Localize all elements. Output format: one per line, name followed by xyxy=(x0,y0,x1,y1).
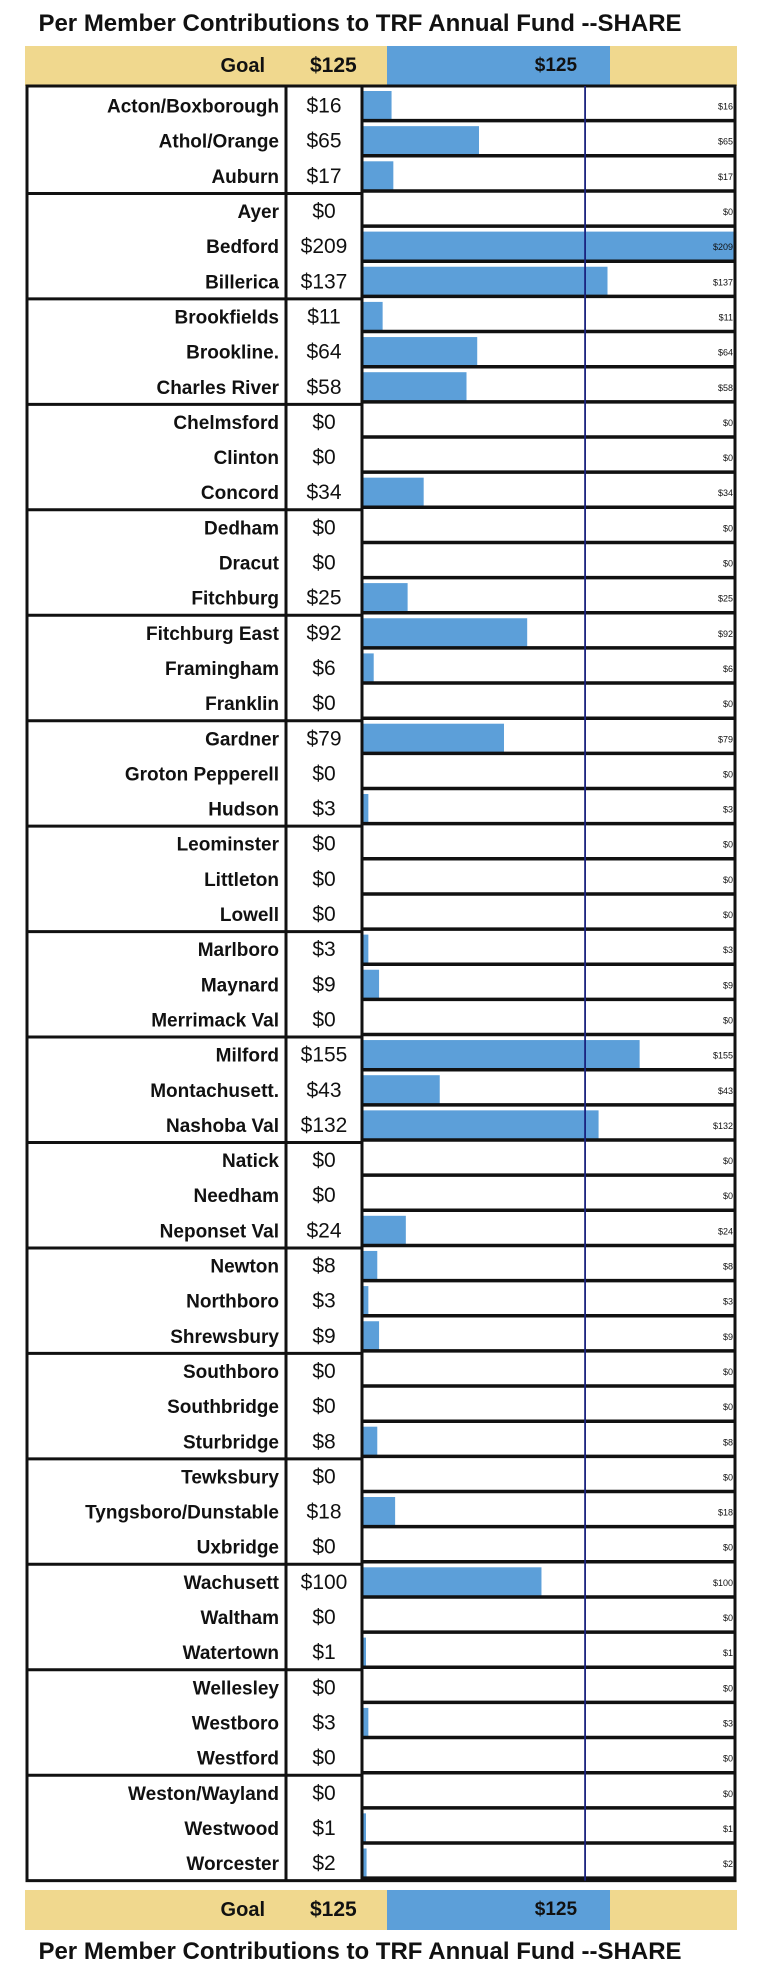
bar-end-label: $0 xyxy=(722,523,733,534)
value-label: $3 xyxy=(312,1289,336,1313)
value-label: $34 xyxy=(306,481,342,505)
bar xyxy=(363,583,408,612)
bar-end-label: $155 xyxy=(712,1050,733,1061)
bar-end-label: $3 xyxy=(722,1718,733,1729)
bar-end-label: $0 xyxy=(722,910,733,921)
value-label: $0 xyxy=(312,1149,336,1173)
category-label: Dracut xyxy=(218,553,279,575)
value-label: $3 xyxy=(312,938,336,962)
category-label: Westford xyxy=(197,1748,279,1770)
bar xyxy=(363,337,477,366)
category-label: Weston/Wayland xyxy=(128,1783,279,1805)
category-label: Hudson xyxy=(208,799,279,821)
value-label: $0 xyxy=(312,832,336,856)
bar-end-label: $8 xyxy=(722,1437,733,1448)
category-label: Worcester xyxy=(186,1854,279,1876)
value-label: $16 xyxy=(306,94,342,118)
bar-end-label: $0 xyxy=(722,1402,733,1413)
category-label: Watertown xyxy=(182,1643,279,1665)
category-label: Chelmsford xyxy=(173,412,279,434)
category-label: Franklin xyxy=(205,694,279,716)
value-label: $65 xyxy=(306,129,342,153)
bar-end-label: $0 xyxy=(722,1753,733,1764)
bar-end-label: $92 xyxy=(717,628,733,639)
value-label: $25 xyxy=(306,586,342,610)
value-label: $43 xyxy=(306,1078,342,1102)
category-label: Tewksbury xyxy=(181,1467,279,1489)
value-label: $0 xyxy=(312,1781,336,1805)
bar-end-label: $0 xyxy=(722,1788,733,1799)
bar-end-label: $0 xyxy=(722,453,733,464)
value-label: $92 xyxy=(306,621,342,645)
goal-bar-value: $125 xyxy=(534,1899,578,1920)
bar xyxy=(363,1708,368,1737)
category-label: Brookfields xyxy=(174,307,279,329)
category-label: Fitchburg xyxy=(191,588,279,610)
category-label: Framingham xyxy=(164,658,279,680)
value-label: $0 xyxy=(312,1676,336,1700)
value-label: $0 xyxy=(312,903,336,927)
value-label: $64 xyxy=(306,340,342,364)
value-label: $0 xyxy=(312,1184,336,1208)
value-label: $18 xyxy=(306,1500,342,1524)
value-label: $0 xyxy=(312,867,336,891)
bar-end-label: $79 xyxy=(717,734,733,745)
goal-bar-value: $125 xyxy=(534,55,578,76)
bar xyxy=(363,618,527,647)
category-label: Fitchburg East xyxy=(145,623,279,645)
bar xyxy=(363,91,392,120)
bar-end-label: $0 xyxy=(722,558,733,569)
value-label: $100 xyxy=(300,1570,348,1594)
value-label: $9 xyxy=(312,1324,336,1348)
value-label: $58 xyxy=(306,375,342,399)
category-label: Maynard xyxy=(200,975,279,997)
category-label: Newton xyxy=(210,1256,279,1278)
goal-value: $125 xyxy=(310,54,357,77)
value-label: $0 xyxy=(312,410,336,434)
value-label: $0 xyxy=(312,1465,336,1489)
bar-end-label: $34 xyxy=(717,488,733,499)
bar xyxy=(363,1216,406,1245)
bar-end-label: $6 xyxy=(722,663,733,674)
bar-end-label: $0 xyxy=(722,1015,733,1026)
value-label: $132 xyxy=(300,1113,348,1137)
bar-end-label: $132 xyxy=(712,1120,733,1131)
category-label: Southboro xyxy=(182,1361,279,1383)
bar xyxy=(363,302,383,331)
category-label: Wachusett xyxy=(183,1572,279,1594)
category-label: Lowell xyxy=(219,905,279,927)
bar-end-label: $0 xyxy=(722,839,733,850)
bar-end-label: $137 xyxy=(712,277,733,288)
category-label: Littleton xyxy=(204,869,279,891)
bar-end-label: $0 xyxy=(722,1156,733,1167)
category-label: Bedford xyxy=(206,237,279,259)
value-label: $24 xyxy=(306,1219,342,1243)
bar-end-label: $43 xyxy=(717,1085,733,1096)
value-label: $0 xyxy=(312,1359,336,1383)
bar xyxy=(363,126,479,155)
bar-end-label: $0 xyxy=(722,207,733,218)
category-label: Waltham xyxy=(200,1608,279,1630)
category-label: Ayer xyxy=(237,202,279,224)
category-label: Natick xyxy=(221,1151,279,1173)
category-label: Southbridge xyxy=(167,1397,279,1419)
bar xyxy=(363,724,504,753)
bar xyxy=(363,1075,440,1104)
category-label: Shrewsbury xyxy=(170,1326,279,1348)
bar-end-label: $2 xyxy=(722,1859,733,1870)
value-label: $9 xyxy=(312,973,336,997)
bar-end-label: $1 xyxy=(722,1648,733,1659)
bar-end-label: $0 xyxy=(722,1191,733,1202)
value-label: $6 xyxy=(312,656,336,680)
value-label: $0 xyxy=(312,762,336,786)
value-label: $3 xyxy=(312,797,336,821)
bar-end-label: $65 xyxy=(717,136,733,147)
page-title-bottom: Per Member Contributions to TRF Annual Fund --SHARE xyxy=(38,1938,682,1965)
value-label: $0 xyxy=(312,1535,336,1559)
value-label: $11 xyxy=(307,305,341,329)
bar-end-label: $11 xyxy=(718,312,733,323)
bar-end-label: $0 xyxy=(722,417,733,428)
page-title: Per Member Contributions to TRF Annual Fund --SHARE xyxy=(38,10,682,37)
category-label: Westboro xyxy=(191,1713,279,1735)
bar-end-label: $0 xyxy=(722,1366,733,1377)
category-label: Needham xyxy=(193,1186,279,1208)
bar-end-label: $3 xyxy=(722,804,733,815)
goal-label: Goal xyxy=(220,55,265,77)
bar-end-label: $0 xyxy=(722,1613,733,1624)
value-label: $17 xyxy=(306,164,342,188)
bar-end-label: $58 xyxy=(717,382,733,393)
bar-end-label: $0 xyxy=(722,1683,733,1694)
category-label: Marlboro xyxy=(197,940,279,962)
bar-end-label: $8 xyxy=(722,1261,733,1272)
bar-end-label: $25 xyxy=(717,593,733,604)
value-label: $0 xyxy=(312,1395,336,1419)
bar xyxy=(363,1849,367,1878)
value-label: $209 xyxy=(300,235,348,259)
value-label: $0 xyxy=(312,692,336,716)
value-label: $0 xyxy=(312,1606,336,1630)
category-label: Auburn xyxy=(211,166,279,188)
bar-end-label: $0 xyxy=(722,1542,733,1553)
bar xyxy=(363,372,467,401)
bar-end-label: $17 xyxy=(717,171,733,182)
bar-end-label: $100 xyxy=(712,1577,733,1588)
bar-end-label: $0 xyxy=(722,699,733,710)
category-label: Billerica xyxy=(205,272,279,294)
bar xyxy=(363,1040,640,1069)
bar xyxy=(363,267,608,296)
goal-value: $125 xyxy=(310,1898,357,1921)
bar xyxy=(363,794,368,823)
bar xyxy=(363,970,379,999)
goal-label: Goal xyxy=(220,1899,265,1921)
value-label: $79 xyxy=(306,727,342,751)
bar-end-label: $24 xyxy=(717,1226,733,1237)
category-label: Dedham xyxy=(204,518,279,540)
bar-end-label: $1 xyxy=(722,1823,733,1834)
value-label: $155 xyxy=(300,1043,348,1067)
category-label: Clinton xyxy=(213,448,279,470)
bar-end-label: $9 xyxy=(722,980,733,991)
value-label: $1 xyxy=(312,1816,336,1840)
category-label: Wellesley xyxy=(192,1678,279,1700)
bar xyxy=(363,1497,395,1526)
bar-end-label: $3 xyxy=(722,1296,733,1307)
category-label: Uxbridge xyxy=(196,1537,279,1559)
value-label: $8 xyxy=(312,1430,336,1454)
bar-end-label: $18 xyxy=(717,1507,733,1518)
bar xyxy=(363,478,424,507)
bar xyxy=(363,232,736,261)
category-label: Milford xyxy=(215,1045,279,1067)
category-label: Tyngsboro/Dunstable xyxy=(85,1502,279,1524)
category-label: Leominster xyxy=(176,834,279,856)
value-label: $0 xyxy=(312,1008,336,1032)
category-label: Montachusett. xyxy=(150,1080,279,1102)
value-label: $0 xyxy=(312,551,336,575)
value-label: $0 xyxy=(312,1746,336,1770)
category-label: Northboro xyxy=(186,1291,279,1313)
bar xyxy=(363,653,374,682)
bar xyxy=(363,161,393,190)
value-label: $1 xyxy=(312,1641,336,1665)
category-label: Brookline. xyxy=(186,342,279,364)
category-label: Groton Pepperell xyxy=(124,764,279,786)
value-label: $137 xyxy=(300,270,348,294)
value-label: $3 xyxy=(312,1711,336,1735)
bar xyxy=(363,1427,377,1456)
category-label: Concord xyxy=(200,483,279,505)
bar xyxy=(363,1110,599,1139)
category-label: Charles River xyxy=(156,377,279,399)
category-label: Neponset Val xyxy=(159,1221,279,1243)
value-label: $2 xyxy=(312,1852,336,1876)
category-label: Nashoba Val xyxy=(166,1115,279,1137)
goal-row-bottom xyxy=(25,1890,737,1930)
bar-end-label: $9 xyxy=(722,1331,733,1342)
bar xyxy=(363,935,368,964)
category-label: Sturbridge xyxy=(182,1432,279,1454)
category-label: Athol/Orange xyxy=(158,131,279,153)
bar-end-label: $209 xyxy=(712,242,733,253)
category-label: Gardner xyxy=(205,729,279,751)
bar xyxy=(363,1251,377,1280)
value-label: $8 xyxy=(312,1254,336,1278)
category-label: Acton/Boxborough xyxy=(106,96,279,118)
bar-end-label: $0 xyxy=(722,1472,733,1483)
bar xyxy=(363,1321,379,1350)
category-label: Westwood xyxy=(184,1818,279,1840)
bar-end-label: $0 xyxy=(722,874,733,885)
value-label: $0 xyxy=(312,516,336,540)
bar-end-label: $0 xyxy=(722,769,733,780)
bar-end-label: $16 xyxy=(717,101,733,112)
value-label: $0 xyxy=(312,200,336,224)
bar-end-label: $64 xyxy=(717,347,733,358)
bar xyxy=(363,1286,368,1315)
value-label: $0 xyxy=(312,446,336,470)
category-label: Merrimack Val xyxy=(151,1010,279,1032)
bar xyxy=(363,1567,541,1596)
bar-end-label: $3 xyxy=(722,945,733,956)
